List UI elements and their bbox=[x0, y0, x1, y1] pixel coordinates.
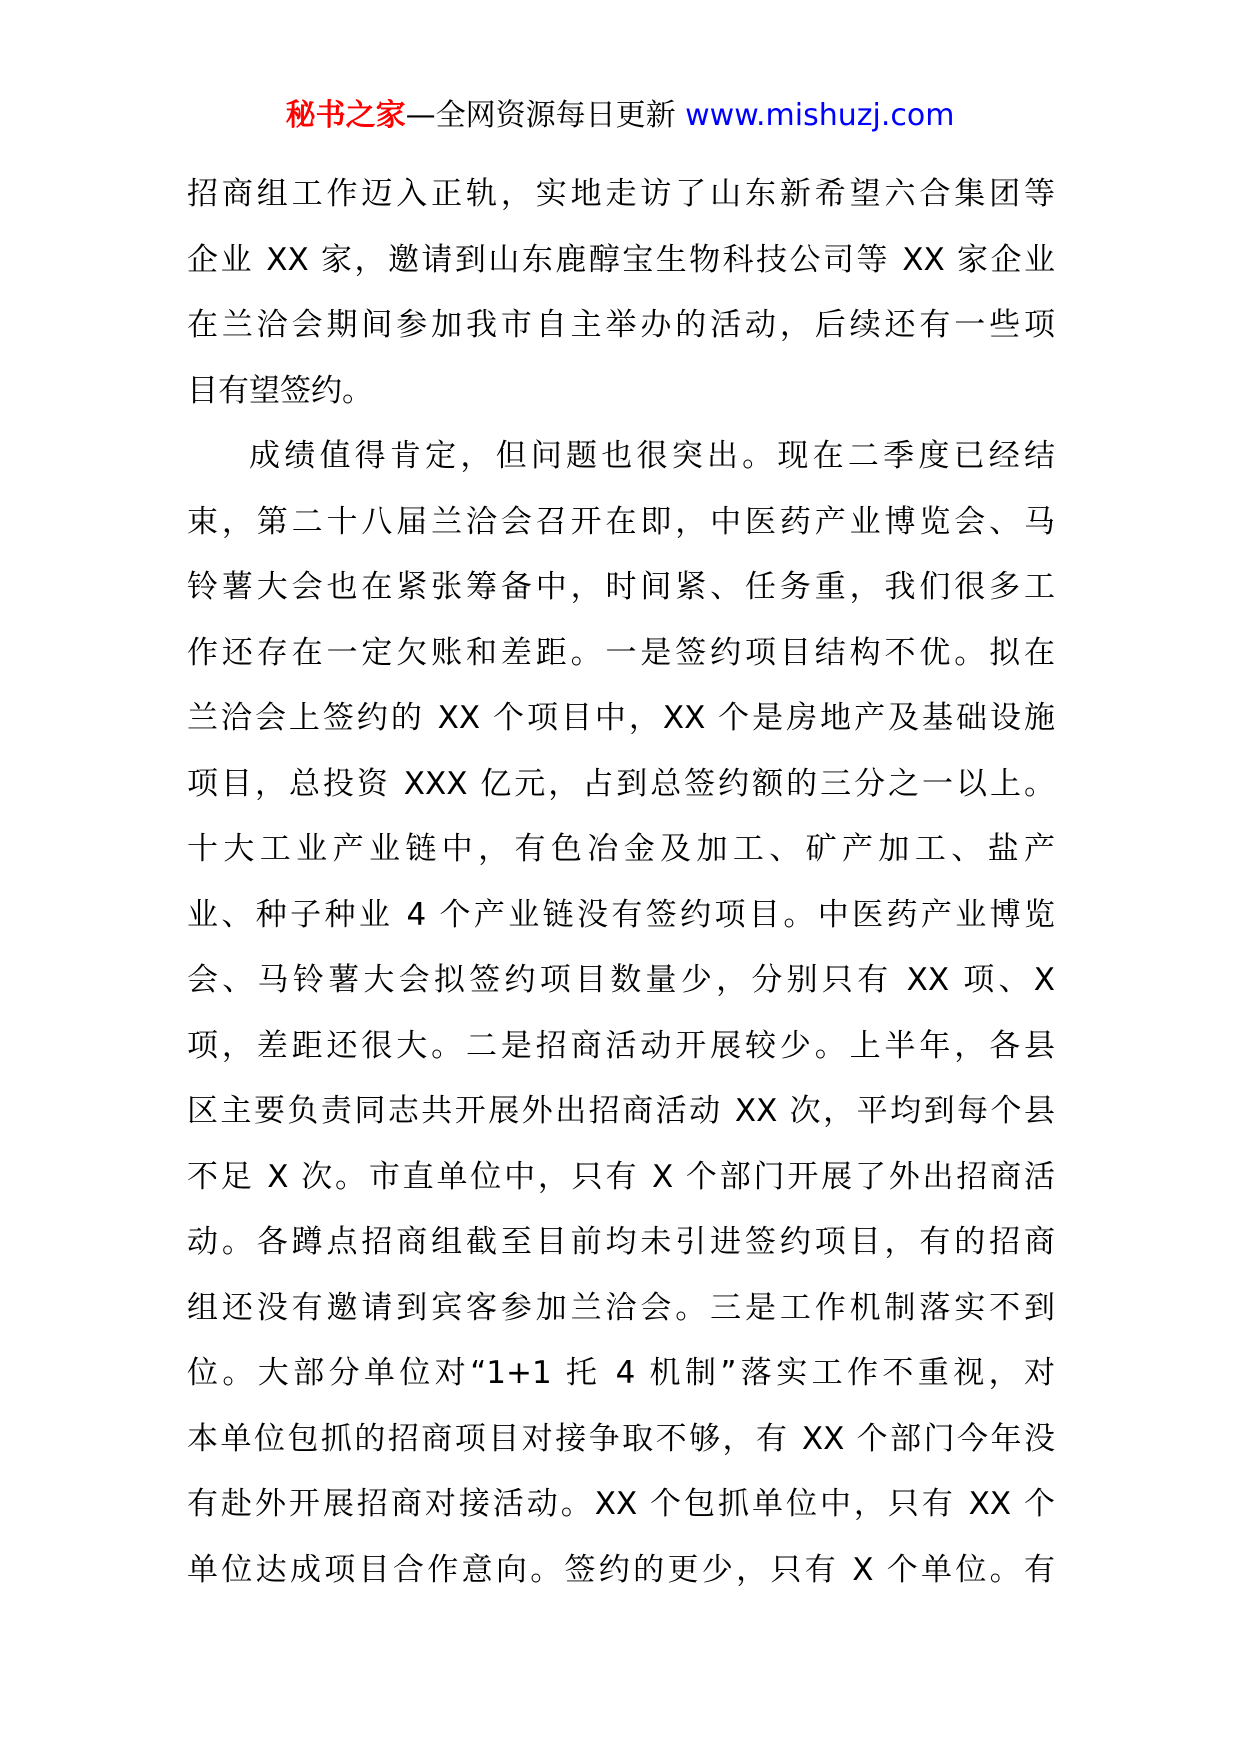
text-line: 组还没有邀请到宾客参加兰洽会。三是工作机制落实不到 bbox=[187, 1289, 1055, 1326]
text-line: 兰洽会上签约的 XX 个项目中，XX 个是房地产及基础设施 bbox=[187, 700, 1055, 736]
text-line: 招商组工作迈入正轨，实地走访了山东新希望六合集团等 bbox=[187, 176, 1055, 212]
text-line: 动。各蹲点招商组截至目前均未引进签约项目，有的招商 bbox=[187, 1224, 1055, 1260]
paragraph-start-line: 成绩值得肯定，但问题也很突出。现在二季度已经结 bbox=[249, 438, 1055, 474]
text-line: 业、种子种业 4 个产业链没有签约项目。中医药产业博览 bbox=[187, 896, 1055, 933]
text-line: 在兰洽会期间参加我市自主举办的活动，后续还有一些项 bbox=[187, 307, 1055, 343]
text-line: 区主要负责同志共开展外出招商活动 XX 次，平均到每个县 bbox=[187, 1093, 1055, 1129]
text-line: 企业 XX 家，邀请到山东鹿醇宝生物科技公司等 XX 家企业 bbox=[187, 241, 1055, 278]
text-line: 铃薯大会也在紧张筹备中，时间紧、任务重，我们很多工 bbox=[187, 569, 1055, 605]
brand-name: 秘书之家 bbox=[285, 98, 406, 133]
text-line: 束，第二十八届兰洽会召开在即，中医药产业博览会、马 bbox=[187, 503, 1055, 540]
text-line: 作还存在一定欠账和差距。一是签约项目结构不优。拟在 bbox=[187, 634, 1055, 671]
header-slogan: —全网资源每日更新 bbox=[405, 98, 686, 133]
document-body bbox=[187, 162, 1055, 1603]
text-line: 项目，总投资 XXX 亿元，占到总签约额的三分之一以上。 bbox=[187, 765, 1055, 802]
text-line: 会、马铃薯大会拟签约项目数量少，分别只有 XX 项、X bbox=[187, 962, 1055, 998]
text-line: 本单位包抓的招商项目对接争取不够，有 XX 个部门今年没 bbox=[187, 1420, 1055, 1457]
text-line: 项，差距还很大。二是招商活动开展较少。上半年，各县 bbox=[187, 1027, 1055, 1064]
text-line: 有赴外开展招商对接活动。XX 个包抓单位中，只有 XX 个 bbox=[187, 1486, 1055, 1522]
site-url-link[interactable]: www.mishuzj.com bbox=[685, 98, 955, 133]
page-header bbox=[0, 96, 1240, 136]
text-line: 位。大部分单位对“1+1 托 4 机制”落实工作不重视，对 bbox=[187, 1355, 1055, 1391]
text-line: 不足 X 次。市直单位中，只有 X 个部门开展了外出招商活 bbox=[187, 1158, 1055, 1195]
text-line: 十大工业产业链中，有色冶金及加工、矿产加工、盐产 bbox=[187, 831, 1055, 867]
text-line: 目有望签约。 bbox=[187, 372, 373, 409]
text-line: 单位达成项目合作意向。签约的更少，只有 X 个单位。有 bbox=[187, 1551, 1055, 1588]
